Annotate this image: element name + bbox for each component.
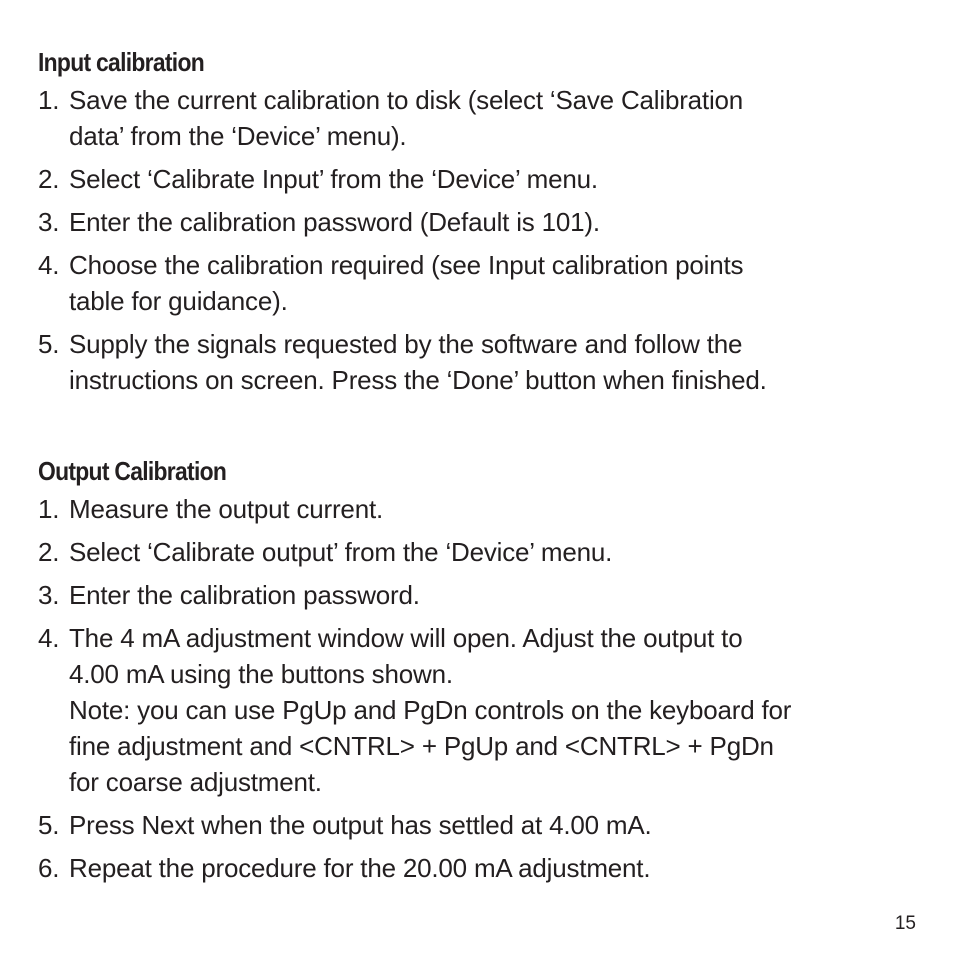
- list-item: [38, 82, 918, 154]
- output-calibration-heading: Output Calibration: [38, 456, 227, 486]
- document-page: [38, 44, 918, 893]
- step-text: The 4 mA adjustment window will open. Adjust the output to: [69, 623, 743, 653]
- step-text: 4.00 mA using the buttons shown.: [69, 659, 453, 689]
- list-item: [38, 534, 918, 570]
- step-number: 3.: [38, 207, 60, 237]
- page-number: 15: [894, 913, 916, 934]
- step-number: 3.: [38, 580, 60, 610]
- step-number: 6.: [38, 853, 60, 883]
- step-text: Save the current calibration to disk (select ‘Save Calibration: [69, 85, 744, 115]
- step-number: 4.: [38, 250, 60, 280]
- step-text: Select ‘Calibrate output’ from the ‘Device’ menu.: [69, 537, 613, 567]
- step-number: 2.: [38, 537, 60, 567]
- input-calibration-steps: [38, 82, 918, 398]
- step-text: Enter the calibration password (Default is 101).: [69, 207, 600, 237]
- step-number: 5.: [38, 810, 60, 840]
- list-item: [38, 807, 918, 843]
- list-item: [38, 161, 918, 197]
- list-item: [38, 577, 918, 613]
- step-number: 5.: [38, 329, 60, 359]
- output-calibration-steps: [38, 491, 918, 886]
- step-number: 1.: [38, 494, 60, 524]
- step-text: table for guidance).: [69, 286, 288, 316]
- list-item: [38, 204, 918, 240]
- step-note: for coarse adjustment.: [69, 767, 322, 797]
- output-calibration-section: [38, 453, 918, 886]
- step-text: Measure the output current.: [69, 494, 384, 524]
- input-calibration-heading: Input calibration: [38, 47, 204, 77]
- step-text: instructions on screen. Press the ‘Done’ button when finished.: [69, 365, 767, 395]
- list-item: [38, 326, 918, 398]
- input-calibration-section: [38, 44, 918, 398]
- step-text: Press Next when the output has settled at 4.00 mA.: [69, 810, 652, 840]
- step-note: Note: you can use PgUp and PgDn controls on the keyboard for: [69, 695, 792, 725]
- step-note: fine adjustment and <CNTRL> + PgUp and <CNTRL> + PgDn: [69, 731, 774, 761]
- step-text: Choose the calibration required (see Input calibration points: [69, 250, 744, 280]
- list-item: [38, 491, 918, 527]
- list-item: [38, 247, 918, 319]
- step-text: data’ from the ‘Device’ menu).: [69, 121, 407, 151]
- step-text: Enter the calibration password.: [69, 580, 420, 610]
- list-item: [38, 620, 918, 800]
- step-text: Select ‘Calibrate Input’ from the ‘Device’ menu.: [69, 164, 598, 194]
- list-item: [38, 850, 918, 886]
- step-text: Supply the signals requested by the software and follow the: [69, 329, 743, 359]
- step-number: 1.: [38, 85, 60, 115]
- step-text: Repeat the procedure for the 20.00 mA adjustment.: [69, 853, 651, 883]
- step-number: 2.: [38, 164, 60, 194]
- step-number: 4.: [38, 623, 60, 653]
- section-spacer: [38, 405, 918, 453]
